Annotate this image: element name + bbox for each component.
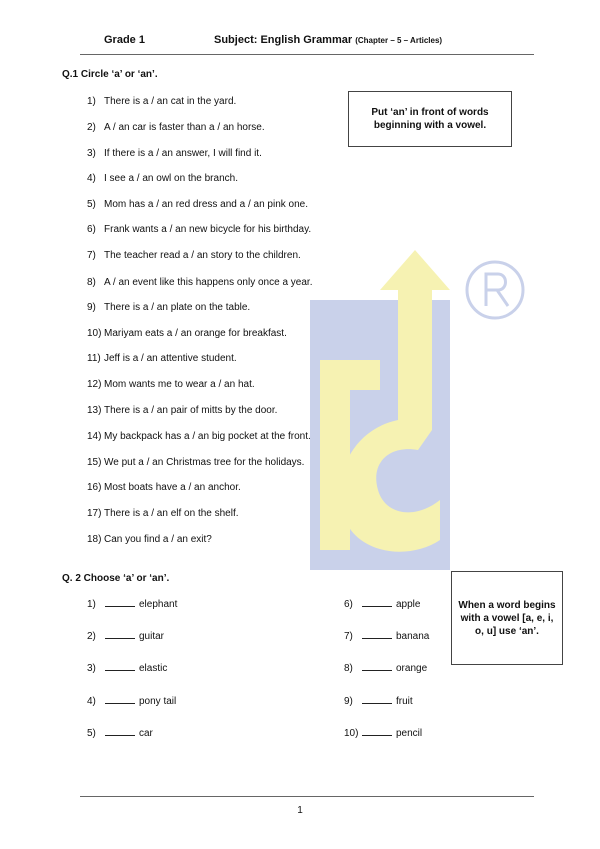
- q1-item-text: A / an car is faster than a / an horse.: [104, 122, 265, 133]
- q1-item: [87, 456, 304, 470]
- q2-item-number: 3): [87, 663, 96, 674]
- q1-item-number: 1): [87, 96, 96, 107]
- q2-item-number: 7): [344, 631, 353, 642]
- q2-item-word: pencil: [396, 728, 423, 739]
- q1-item-text: There is a / an pair of mitts by the door.: [104, 405, 278, 416]
- q2-item-number: 4): [87, 696, 96, 707]
- q2-item-word: elastic: [139, 663, 168, 674]
- q2-item: [87, 661, 167, 675]
- vowel-tip-box: Put ‘an’ in front of words beginning with a vowel.: [348, 91, 512, 147]
- q1-item: [87, 430, 311, 444]
- q1-item-number: 2): [87, 122, 96, 133]
- q1-item: [87, 507, 239, 521]
- q1-item-number: 5): [87, 199, 96, 210]
- answer-blank: [362, 726, 392, 736]
- q1-item-number: 12): [87, 379, 102, 390]
- q2-item-number: 5): [87, 728, 96, 739]
- q1-item-number: 7): [87, 250, 96, 261]
- q1-item-text: Jeff is a / an attentive student.: [104, 353, 237, 364]
- q1-item-text: Frank wants a / an new bicycle for his birthday.: [104, 224, 312, 235]
- q1-item-number: 16): [87, 482, 102, 493]
- subject-prefix: Subject: English Grammar: [214, 34, 353, 46]
- q2-item: [344, 661, 427, 675]
- q1-item: [87, 223, 311, 237]
- q1-item-number: 9): [87, 302, 96, 313]
- q1-item: [87, 301, 250, 315]
- page-number: 1: [297, 805, 303, 816]
- q1-item-text: We put a / an Christmas tree for the holidays.: [104, 457, 305, 468]
- q2-item-number: 8): [344, 663, 353, 674]
- q1-item: [87, 533, 212, 547]
- q1-item: [87, 404, 277, 418]
- q2-item-word: fruit: [396, 696, 413, 707]
- q2-item-word: car: [139, 728, 153, 739]
- q1-item: [87, 327, 287, 341]
- q1-item: [87, 147, 262, 161]
- q1-item-number: 15): [87, 457, 102, 468]
- q2-item-number: 1): [87, 599, 96, 610]
- q2-item: [87, 597, 177, 611]
- grade-label: Grade 1: [104, 34, 145, 46]
- q1-item-text: The teacher read a / an story to the children.: [104, 250, 301, 261]
- q1-item-number: 14): [87, 431, 102, 442]
- answer-blank: [362, 629, 392, 639]
- watermark-logo-icon: [290, 250, 550, 570]
- q2-item: [87, 629, 164, 643]
- subject-detail: (Chapter – 5 – Articles): [355, 36, 443, 45]
- q2-item: [87, 694, 176, 708]
- q2-item-word: elephant: [139, 599, 178, 610]
- q2-item-number: 9): [344, 696, 353, 707]
- q2-item-word: pony tail: [139, 696, 177, 707]
- q1-item-number: 10): [87, 328, 102, 339]
- q1-item-text: My backpack has a / an big pocket at the front.: [104, 431, 311, 442]
- q1-item-text: There is a / an plate on the table.: [104, 302, 251, 313]
- q1-item: [87, 249, 301, 263]
- q1-item: [87, 121, 265, 135]
- q1-item: [87, 481, 241, 495]
- q1-item-number: 18): [87, 534, 102, 545]
- answer-blank: [105, 726, 135, 736]
- q1-item-text: Can you find a / an exit?: [104, 534, 212, 545]
- footer-divider: [80, 796, 534, 797]
- q1-item: [87, 276, 312, 290]
- q2-item-number: 6): [344, 599, 353, 610]
- q2-item-number: 10): [344, 728, 359, 739]
- q1-item-number: 8): [87, 277, 96, 288]
- answer-blank: [105, 661, 135, 671]
- answer-blank: [105, 694, 135, 704]
- vowel-rule-box: When a word begins with a vowel [a, e, i, o, u] use ‘an’.: [451, 571, 563, 665]
- q1-item: [87, 198, 308, 212]
- header-divider: [80, 54, 534, 55]
- q1-item-text: Mom has a / an red dress and a / an pink one.: [104, 199, 309, 210]
- q1-item-number: 4): [87, 173, 96, 184]
- q1-item-text: Most boats have a / an anchor.: [104, 482, 241, 493]
- answer-blank: [105, 629, 135, 639]
- q2-item: [344, 726, 422, 740]
- q1-item: [87, 172, 238, 186]
- q2-item-number: 2): [87, 631, 96, 642]
- q1-item-number: 17): [87, 508, 102, 519]
- q1-item-text: Mariyam eats a / an orange for breakfast.: [104, 328, 287, 339]
- q2-item: [344, 597, 420, 611]
- q2-item-word: guitar: [139, 631, 165, 642]
- q1-item-text: I see a / an owl on the branch.: [104, 173, 238, 184]
- answer-blank: [362, 661, 392, 671]
- answer-blank: [105, 597, 135, 607]
- q2-item-word: banana: [396, 631, 430, 642]
- q1-item: [87, 378, 255, 392]
- subject-title: [214, 34, 442, 46]
- q2-item-word: orange: [396, 663, 428, 674]
- q1-item-text: A / an event like this happens only once a year.: [104, 277, 313, 288]
- q1-title: Q.1 Circle ‘a’ or ‘an’.: [62, 69, 158, 80]
- q2-title: Q. 2 Choose ‘a’ or ‘an’.: [62, 573, 170, 584]
- q1-item: [87, 352, 237, 366]
- q2-item-word: apple: [396, 599, 421, 610]
- q1-item: [87, 95, 236, 109]
- answer-blank: [362, 694, 392, 704]
- q1-item-number: 13): [87, 405, 102, 416]
- answer-blank: [362, 597, 392, 607]
- q2-item: [344, 694, 413, 708]
- q2-item: [344, 629, 429, 643]
- q1-item-text: If there is a / an answer, I will find it.: [104, 148, 262, 159]
- q1-item-text: There is a / an elf on the shelf.: [104, 508, 239, 519]
- q1-item-text: Mom wants me to wear a / an hat.: [104, 379, 255, 390]
- q1-item-number: 6): [87, 224, 96, 235]
- q1-item-number: 3): [87, 148, 96, 159]
- q2-item: [87, 726, 153, 740]
- q1-item-number: 11): [87, 353, 101, 364]
- q1-item-text: There is a / an cat in the yard.: [104, 96, 237, 107]
